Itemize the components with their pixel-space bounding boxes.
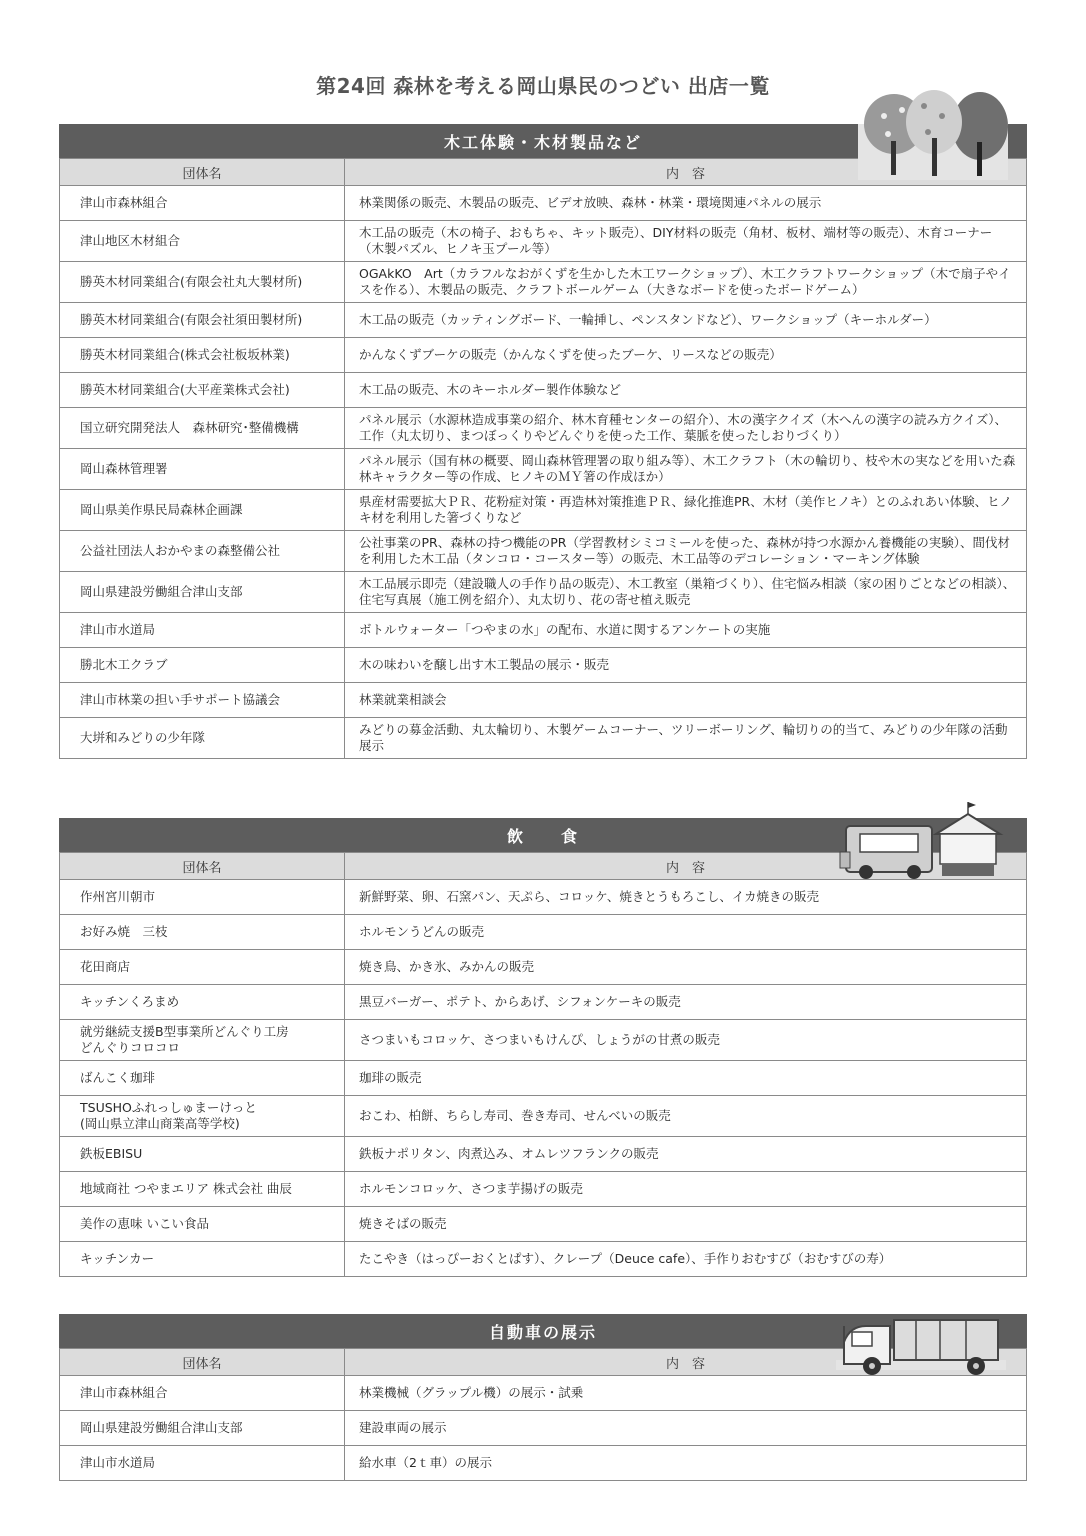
table-row xyxy=(60,1061,1027,1096)
group-name-cell: キッチンカー xyxy=(60,1242,345,1277)
content-cell: パネル展示（国有林の概要、岡山森林管理署の取り組み等）、木工クラフト（木の輪切り、枝や木の実などを用いた森林キャラクター等の作成、ヒノキのＭＹ箸の作成ほか） xyxy=(345,449,1027,490)
group-name-cell: お好み焼 三枝 xyxy=(60,915,345,950)
table-row xyxy=(60,648,1027,683)
table-row xyxy=(60,338,1027,373)
group-name-cell: 美作の恵味 いこい食品 xyxy=(60,1207,345,1242)
vendor-table xyxy=(59,852,1027,1277)
group-name-cell: 大垪和みどりの少年隊 xyxy=(60,718,345,759)
content-cell: 黒豆バーガー、ポテト、からあげ、シフォンケーキの販売 xyxy=(345,985,1027,1020)
table-row xyxy=(60,221,1027,262)
table-row xyxy=(60,408,1027,449)
column-header-group: 団体名 xyxy=(60,853,345,880)
content-cell: おこわ、柏餅、ちらし寿司、巻き寿司、せんべいの販売 xyxy=(345,1096,1027,1137)
vendor-table xyxy=(59,158,1027,759)
column-header-content: 内 容 xyxy=(345,853,1027,880)
content-cell: ホルモンコロッケ、さつま芋揚げの販売 xyxy=(345,1172,1027,1207)
content-cell: 珈琲の販売 xyxy=(345,1061,1027,1096)
table-row xyxy=(60,186,1027,221)
content-cell: 建設車両の展示 xyxy=(345,1411,1027,1446)
column-header-group: 団体名 xyxy=(60,1349,345,1376)
group-name-cell: 勝英木材同業組合(有限会社須田製材所) xyxy=(60,303,345,338)
table-row xyxy=(60,572,1027,613)
content-cell: 林業関係の販売、木製品の販売、ビデオ放映、森林・林業・環境関連パネルの展示 xyxy=(345,186,1027,221)
content-cell: OGAkKO Art（カラフルなおがくずを生かした木工ワークショップ）、木工クラフトワークショップ（木で扇子やイスを作る）、木製品の販売、クラフトボールゲーム（大きなボードを使ったボードゲーム） xyxy=(345,262,1027,303)
content-cell: 木工品展示即売（建設職人の手作り品の販売）、木工教室（巣箱づくり）、住宅悩み相談（家の困りごとなどの相談）、住宅写真展（施工例を紹介）、丸太切り、花の寄せ植え販売 xyxy=(345,572,1027,613)
content-cell: ホルモンうどんの販売 xyxy=(345,915,1027,950)
group-name-cell: 作州宮川朝市 xyxy=(60,880,345,915)
group-name-cell: 勝英木材同業組合(有限会社丸大製材所) xyxy=(60,262,345,303)
group-name-cell: 津山市林業の担い手サポート協議会 xyxy=(60,683,345,718)
table-row xyxy=(60,1207,1027,1242)
content-cell: 公社事業のPR、森林の持つ機能のPR（学習教材シミコミールを使った、森林が持つ水源かん養機能の実験）、間伐材を利用した木工品（タンコロ・コースター等）の販売、木工品等のデコレーション・マーキング体験 xyxy=(345,531,1027,572)
content-cell: パネル展示（水源林造成事業の紹介、林木育種センターの紹介）、木の漢字クイズ（木へんの漢字の読み方クイズ）、工作（丸太切り、まつぼっくりやどんぐりを使った工作、葉脈を使ったしおりづくり） xyxy=(345,408,1027,449)
group-name-cell: 国立研究開発法人 森林研究･整備機構 xyxy=(60,408,345,449)
table-row xyxy=(60,915,1027,950)
content-cell: 林業機械（グラップル機）の展示・試乗 xyxy=(345,1376,1027,1411)
section-food xyxy=(59,818,1027,1277)
table-row xyxy=(60,1446,1027,1481)
table-row xyxy=(60,880,1027,915)
table-row xyxy=(60,303,1027,338)
group-name-cell: 津山市水道局 xyxy=(60,613,345,648)
table-row xyxy=(60,262,1027,303)
group-name-cell: 勝英木材同業組合(大平産業株式会社) xyxy=(60,373,345,408)
table-row xyxy=(60,1020,1027,1061)
group-name-cell: 津山市森林組合 xyxy=(60,1376,345,1411)
group-name-cell: 岡山県建設労働組合津山支部 xyxy=(60,1411,345,1446)
content-cell: 新鮮野菜、卵、石窯パン、天ぷら、コロッケ、焼きとうもろこし、イカ焼きの販売 xyxy=(345,880,1027,915)
group-name-cell: 鉄板EBISU xyxy=(60,1137,345,1172)
content-cell: 焼き鳥、かき氷、みかんの販売 xyxy=(345,950,1027,985)
content-cell: たこやき（はっぴーおくとぱす）、クレープ（Deuce cafe）、手作りおむすび（おむすびの寿） xyxy=(345,1242,1027,1277)
group-name-cell: 就労継続支援B型事業所どんぐり工房 どんぐりコロコロ xyxy=(60,1020,345,1061)
table-row xyxy=(60,449,1027,490)
section-woodwork xyxy=(59,124,1027,759)
trees-icon xyxy=(858,86,1008,180)
truck-icon xyxy=(836,1302,1006,1382)
content-cell: 焼きそばの販売 xyxy=(345,1207,1027,1242)
content-cell: 県産材需要拡大ＰＲ、花粉症対策・再造林対策推進ＰＲ、緑化推進PR、木材（美作ヒノキ）とのふれあい体験、ヒノキ材を利用した箸づくりなど xyxy=(345,490,1027,531)
content-cell: 林業就業相談会 xyxy=(345,683,1027,718)
table-row xyxy=(60,490,1027,531)
group-name-cell: 公益社団法人おかやまの森整備公社 xyxy=(60,531,345,572)
content-cell: さつまいもコロッケ、さつまいもけんぴ、しょうがの甘煮の販売 xyxy=(345,1020,1027,1061)
content-cell: 木工品の販売、木のキーホルダー製作体験など xyxy=(345,373,1027,408)
content-cell: 鉄板ナポリタン、肉煮込み、オムレツフランクの販売 xyxy=(345,1137,1027,1172)
content-cell: ボトルウォーター「つやまの水」の配布、水道に関するアンケートの実施 xyxy=(345,613,1027,648)
group-name-cell: 津山市水道局 xyxy=(60,1446,345,1481)
table-row xyxy=(60,950,1027,985)
table-row xyxy=(60,1137,1027,1172)
group-name-cell: ばんこく珈琲 xyxy=(60,1061,345,1096)
table-row xyxy=(60,1411,1027,1446)
column-header-content: 内 容 xyxy=(345,159,1027,186)
column-header-content: 内 容 xyxy=(345,1349,1027,1376)
group-name-cell: 津山地区木材組合 xyxy=(60,221,345,262)
section-title: 木工体験・木材製品など xyxy=(59,124,1027,158)
section-title: 自動車の展示 xyxy=(59,1314,1027,1348)
table-row xyxy=(60,718,1027,759)
content-cell: 木工品の販売（カッティングボード、一輪挿し、ペンスタンドなど）、ワークショップ（キーホルダー） xyxy=(345,303,1027,338)
group-name-cell: 花田商店 xyxy=(60,950,345,985)
group-name-cell: 岡山県美作県民局森林企画課 xyxy=(60,490,345,531)
group-name-cell: キッチンくろまめ xyxy=(60,985,345,1020)
table-row xyxy=(60,1242,1027,1277)
group-name-cell: 勝英木材同業組合(株式会社板坂林業) xyxy=(60,338,345,373)
group-name-cell: 地域商社 つやまエリア 株式会社 曲辰 xyxy=(60,1172,345,1207)
table-row xyxy=(60,1172,1027,1207)
group-name-cell: 岡山県建設労働組合津山支部 xyxy=(60,572,345,613)
group-name-cell: TSUSHOふれっしゅまーけっと (岡山県立津山商業高等学校) xyxy=(60,1096,345,1137)
content-cell: みどりの募金活動、丸太輪切り、木製ゲームコーナー、ツリーボーリング、輪切りの的当て、みどりの少年隊の活動展示 xyxy=(345,718,1027,759)
content-cell: 給水車（2ｔ車）の展示 xyxy=(345,1446,1027,1481)
section-title: 飲 食 xyxy=(59,818,1027,852)
content-cell: 木工品の販売（木の椅子、おもちゃ、キット販売）、DIY材料の販売（角材、板材、端材等の販売）、木育コーナー（木製パズル、ヒノキ玉プール等） xyxy=(345,221,1027,262)
table-row xyxy=(60,531,1027,572)
group-name-cell: 津山市森林組合 xyxy=(60,186,345,221)
page-title: 第24回 森林を考える岡山県民のつどい 出店一覧 xyxy=(316,74,770,98)
table-row xyxy=(60,613,1027,648)
column-header-group: 団体名 xyxy=(60,159,345,186)
table-row xyxy=(60,985,1027,1020)
food-truck-icon xyxy=(836,800,1006,884)
content-cell: かんなくずブーケの販売（かんなくずを使ったブーケ、リースなどの販売） xyxy=(345,338,1027,373)
table-row xyxy=(60,683,1027,718)
table-row xyxy=(60,1096,1027,1137)
group-name-cell: 勝北木工クラブ xyxy=(60,648,345,683)
table-row xyxy=(60,373,1027,408)
content-cell: 木の味わいを醸し出す木工製品の展示・販売 xyxy=(345,648,1027,683)
group-name-cell: 岡山森林管理署 xyxy=(60,449,345,490)
